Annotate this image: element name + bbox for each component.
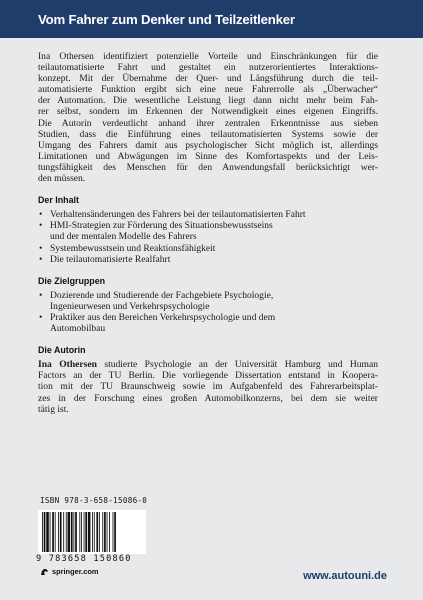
list-item [38,220,378,242]
list-item [38,209,378,220]
barcode-bar [104,512,106,552]
intro-line: Umgang des Fahrers damit aus psychologischer Sicht möglich ist, allerdings [38,139,378,151]
barcode-bar [44,512,46,552]
barcode-bar [52,512,54,552]
barcode-bar [42,512,43,552]
publisher-url: springer.com [52,567,99,576]
list-item [38,312,378,334]
springer-horse-icon [40,568,49,576]
author-line-rest: studierte Psychologie an der Universität Hamburg und Human [96,359,378,371]
intro-line: den müssen. [38,173,86,185]
book-title: Vom Fahrer zum Denker und Teilzeitlenker [38,12,295,27]
barcode-bar [99,512,100,552]
section-heading-zielgruppen: Die Zielgruppen [38,275,106,286]
publisher-line [40,567,98,576]
list-item-text: HMI-Strategien zur Förderung des Situationsbewusstseins [50,220,273,232]
list-item-text: Dozierende und Studierende der Fachgebiete Psychologie, [50,289,274,301]
intro-line: teilautomatisierte Fahrt und gestaltet ein nutzerorientiertes Interaktions- [38,62,378,74]
list-item-text: Die teilautomatisierte Realfahrt [50,253,171,265]
barcode-bar [63,512,64,552]
intro-line: konzept. Mit der Übernahme der Quer- und Längsführung durch die teil- [38,73,378,85]
barcode-bar [58,512,59,552]
barcode-bar [84,512,85,552]
barcode-bar [60,512,62,552]
barcode-bar [75,512,77,552]
list-item-text: Automobilbau [50,323,106,335]
list-item-text: Verhaltensänderungen des Fahrers bei der teilautomatisierten Fahrt [50,209,306,221]
barcode-block [36,496,148,588]
author-paragraph [38,359,378,414]
barcode [38,510,146,554]
barcode-bar [92,512,93,552]
list-item-text: Systembewusstsein und Reaktionsfähigkeit [50,242,216,254]
barcode-bar [113,512,114,552]
barcode-bar [94,512,95,552]
barcode-bar [102,512,103,552]
barcode-bar [50,512,51,552]
intro-line: Ina Othersen identifiziert potenzielle Vorteile und Einschränkungen für die [38,51,378,62]
list-item-text: Praktiker aus den Bereichen Verkehrspsychologie und dem [50,311,276,323]
author-line: tätig ist. [38,403,69,415]
list-item-text: Ingenieurwesen und Verkehrspsychologie [50,300,210,312]
barcode-bar [88,512,91,552]
intro-line: automatisierte Funktion ergibt sich eine neue Fahrerrolle als „Überwacher“ [38,84,378,96]
author-line: tion mit der TU Braunschweig sowie im Aufgabenfeld des Fahrerarbeitsplat- [38,381,378,393]
author-name: Ina Othersen [38,359,97,371]
author-line: Factors an der TU Berlin. Die vorliegende Dissertation entstand in Koopera- [38,370,378,382]
intro-line: rer selbst, sondern im Erkennen der Notwendigkeit eines eigenen Eingriffs. [38,106,378,118]
author-line [38,359,378,370]
website-link[interactable]: www.autouni.de [303,570,387,582]
barcode-bar [81,512,82,552]
barcode-bar [114,512,116,552]
intro-line: Die Autorin verdeutlicht anhand ihrer zentralen Erkenntnisse aus sieben [38,117,378,129]
section-heading-inhalt: Der Inhalt [38,195,79,206]
ean-number: 9 783658 150860 [36,554,132,564]
author-line: zes in der Forschung eines großen Automobilkonzerns, bei dem sie weiter [38,392,378,404]
barcode-bar [79,512,80,552]
list-item-text: und der mentalen Modelle des Fahrers [50,231,197,243]
barcode-bar [66,512,67,552]
barcode-bar [96,512,98,552]
list-item [38,254,378,265]
intro-line: der Automation. Die wesentliche Leistung liegt dann nicht mehr beim Fah- [38,95,378,107]
inhalt-list [38,209,378,264]
intro-line: Limitationen und Abwägungen im Sinne des Komfortaspekts und der Leis- [38,150,378,162]
isbn-text: ISBN 978-3-658-15086-0 [40,496,148,505]
intro-line: tungsfähigkeit des Menschen für den Anwendungsfall berücksichtigt wer- [38,161,378,173]
intro-line: Studien, dass die Einführung eines teilautomatisierten Systems sowie der [38,128,378,140]
intro-paragraph [38,51,378,184]
zielgruppen-list [38,290,378,334]
list-item [38,243,378,254]
barcode-bar [73,512,74,552]
barcode-bar [85,512,87,552]
barcode-bar [109,512,110,552]
barcode-bar [68,512,71,552]
barcode-bar [46,512,49,552]
blurb-content [38,51,378,415]
barcode-bar [55,512,56,552]
list-item [38,290,378,312]
section-heading-autorin: Die Autorin [38,345,86,356]
barcode-graphic [42,512,142,552]
title-band [0,0,423,38]
barcode-bar [71,512,73,552]
barcode-bar [107,512,108,552]
